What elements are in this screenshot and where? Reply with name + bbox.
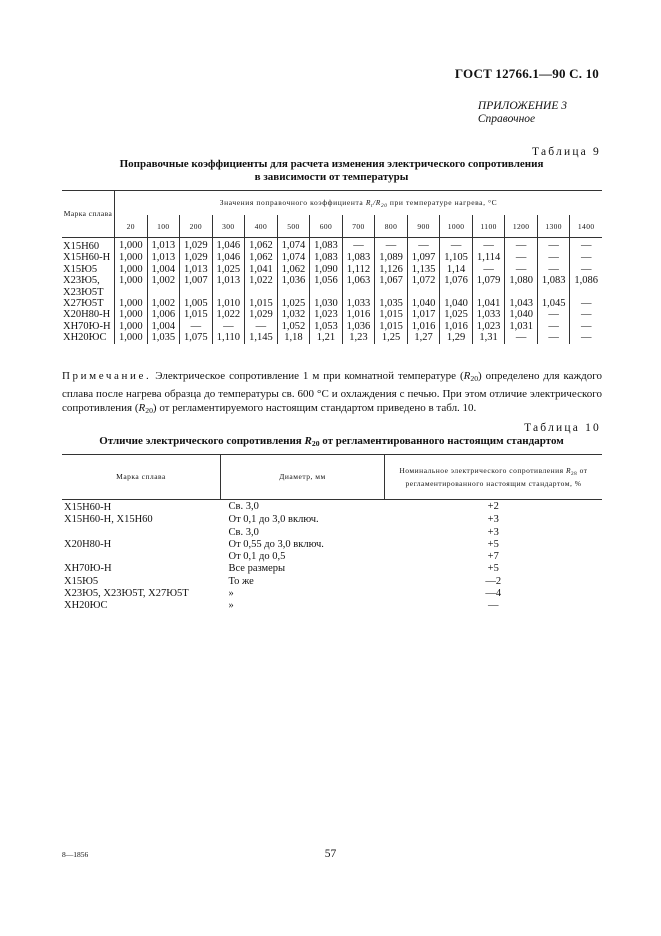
coefficient-cell: 1,002 <box>147 275 180 286</box>
coefficient-cell: 1,046 <box>212 252 245 263</box>
coefficient-cell: 1,27 <box>407 332 440 343</box>
coefficient-cell: — <box>570 298 602 309</box>
table-row <box>62 539 602 551</box>
coefficient-cell: 1,013 <box>212 275 245 286</box>
coefficient-cell: — <box>570 332 602 343</box>
coefficient-cell: 1,25 <box>375 332 408 343</box>
coefficient-cell: 1,21 <box>310 332 343 343</box>
coefficient-cell <box>407 287 440 298</box>
coefficient-cell: — <box>537 309 570 320</box>
coefficient-cell <box>180 287 213 298</box>
col-group-pre: Значения поправочного коэффициента <box>219 197 364 207</box>
coefficient-cell <box>375 287 408 298</box>
coefficient-cell: 1,023 <box>310 309 343 320</box>
table9-title <box>60 158 603 184</box>
coefficient-cell: 1,000 <box>115 252 148 263</box>
coefficient-cell: 1,14 <box>440 264 473 275</box>
coefficient-cell: 1,052 <box>277 321 310 332</box>
table-row <box>62 500 602 515</box>
coefficient-cell: — <box>537 238 570 253</box>
coefficient-cell: — <box>537 332 570 343</box>
coefficient-cell: 1,110 <box>212 332 245 343</box>
coefficient-cell: 1,083 <box>537 275 570 286</box>
sym-r2: R <box>375 197 381 207</box>
coefficient-cell: 1,046 <box>212 238 245 253</box>
coefficient-cell <box>245 287 278 298</box>
temp-header: 300 <box>212 215 245 238</box>
coefficient-cell: 1,074 <box>277 238 310 253</box>
coefficient-cell: — <box>537 264 570 275</box>
t10-value-cell: —2 <box>485 575 502 587</box>
t10-col-diam: Диаметр, мм <box>221 455 385 500</box>
coefficient-cell: — <box>570 238 602 253</box>
table-row <box>62 600 602 612</box>
t10-mark-cell: ХН20ЮС <box>64 600 108 612</box>
coefficient-cell: 1,029 <box>180 252 213 263</box>
alloy-mark: Х27Ю5Т <box>63 298 104 310</box>
t10-value-cell: —4 <box>485 588 502 600</box>
t10-diam-cell: От 0,1 до 3,0 включ. <box>228 514 319 526</box>
temp-header: 1300 <box>537 215 570 238</box>
sym-slash: / <box>373 197 376 207</box>
resistance-deviation-table <box>62 454 602 613</box>
t10-value-cell: +5 <box>487 563 499 575</box>
coefficient-cell: — <box>212 321 245 332</box>
temp-header: 200 <box>180 215 213 238</box>
coefficient-cell: 1,030 <box>310 298 343 309</box>
coefficient-cell: 1,004 <box>147 264 180 275</box>
note-text-b: ) определено для каждого сплава после нагрева образца до температуры св. 600 °С и охлаждения с печью. При этом отличие электрического сопротивления ( <box>62 370 603 415</box>
coefficient-cell <box>537 287 570 298</box>
table-row <box>62 275 602 286</box>
table10-title-pre: Отличие электрического сопротивления <box>99 435 302 447</box>
print-mark: 8—1856 <box>62 850 89 859</box>
coefficient-cell: — <box>342 238 375 253</box>
sym-t: t <box>371 202 374 209</box>
temperature-header-row <box>62 215 602 238</box>
coefficient-cell: 1,015 <box>375 309 408 320</box>
t10-value-cell: +2 <box>487 501 499 512</box>
coefficient-cell: 1,23 <box>342 332 375 343</box>
temp-header: 1200 <box>505 215 538 238</box>
table-row <box>62 332 602 343</box>
table9-body <box>62 238 602 344</box>
table-row <box>62 264 602 275</box>
note-sym-20b: 20 <box>145 406 153 416</box>
coefficient-cell: 1,063 <box>342 275 375 286</box>
col-group-header <box>115 191 603 216</box>
coefficient-cell: 1,105 <box>440 252 473 263</box>
t10-mark-cell: Х20Н80-Н <box>64 538 112 550</box>
table-row <box>62 551 602 563</box>
coefficient-cell: 1,033 <box>342 298 375 309</box>
table-row <box>62 287 602 298</box>
coefficient-cell: 1,004 <box>147 321 180 332</box>
coefficient-cell: — <box>407 238 440 253</box>
coefficient-cell: 1,112 <box>342 264 375 275</box>
alloy-mark: Х15Н60 <box>63 241 100 252</box>
coefficient-cell: 1,062 <box>245 238 278 253</box>
coefficient-cell: 1,022 <box>245 275 278 286</box>
temp-header: 800 <box>375 215 408 238</box>
coefficient-cell: 1,000 <box>115 275 148 286</box>
coefficient-cell: 1,126 <box>375 264 408 275</box>
coefficient-cell: 1,090 <box>310 264 343 275</box>
coefficient-cell: 1,043 <box>505 298 538 309</box>
temp-header: 100 <box>147 215 180 238</box>
coefficient-cell: 1,022 <box>212 309 245 320</box>
coefficient-cell: 1,056 <box>310 275 343 286</box>
t10-mark-cell: ХН70Ю-Н <box>64 563 112 575</box>
coefficient-cell: 1,053 <box>310 321 343 332</box>
coefficient-cell: 1,000 <box>115 264 148 275</box>
temp-header: 700 <box>342 215 375 238</box>
coefficient-cell: 1,067 <box>375 275 408 286</box>
table-row <box>62 576 602 588</box>
note-label: Примечание. <box>62 370 152 382</box>
coefficient-cell: — <box>505 264 538 275</box>
note-sym-20a: 20 <box>470 374 479 383</box>
coefficient-cell: 1,040 <box>440 298 473 309</box>
coefficient-cell: 1,036 <box>277 275 310 286</box>
coefficient-cell: — <box>537 321 570 332</box>
temp-header: 1000 <box>440 215 473 238</box>
coefficient-cell: — <box>245 321 278 332</box>
coefficient-cell: 1,023 <box>472 321 505 332</box>
t10-mark-cell: Х15Н60-Н <box>64 502 112 513</box>
page-number: 57 <box>324 848 337 860</box>
alloy-mark: ХН70Ю-Н <box>63 320 111 332</box>
coefficient-cell: — <box>472 264 505 275</box>
coefficient-cell: 1,036 <box>342 321 375 332</box>
table-row <box>62 563 602 575</box>
coefficient-cell <box>310 287 343 298</box>
coefficient-cell: 1,145 <box>245 332 278 343</box>
coefficient-cell: 1,045 <box>537 298 570 309</box>
coefficient-cell: 1,083 <box>342 252 375 263</box>
t10-value-cell: +3 <box>487 526 499 538</box>
coefficient-cell: 1,31 <box>472 332 505 343</box>
table10-body <box>62 500 602 613</box>
table9-title-line1: Поправочные коэффициенты для расчета изменения электрического сопротивления <box>119 158 544 170</box>
coefficient-cell: 1,010 <box>212 298 245 309</box>
coefficient-cell <box>115 287 148 298</box>
coefficient-cell: 1,062 <box>245 252 278 263</box>
coefficient-cell <box>505 287 538 298</box>
table-row <box>62 298 602 309</box>
coefficient-cell: 1,005 <box>180 298 213 309</box>
table-row <box>62 309 602 320</box>
col-mark-header: Марка сплава <box>62 191 115 238</box>
coefficient-cell: 1,016 <box>342 309 375 320</box>
t10-col-res-b: от регламентированного настоящим стандартом, % <box>405 465 588 488</box>
note-text-c: ) от регламентируемого настоящим стандартом приведено в табл. 10. <box>152 402 477 415</box>
coefficient-cell: — <box>570 264 602 275</box>
t10-diam-cell: Все размеры <box>228 563 286 575</box>
document-header: ГОСТ 12766.1—90 С. 10 <box>454 66 599 81</box>
coefficient-cell: 1,033 <box>472 309 505 320</box>
coefficient-cell: 1,083 <box>310 238 343 253</box>
correction-coefficients-table <box>62 190 602 344</box>
appendix-subtitle: Справочное <box>477 113 536 125</box>
coefficient-cell: 1,031 <box>505 321 538 332</box>
coefficient-cell: 1,040 <box>505 309 538 320</box>
coefficient-cell: 1,013 <box>147 252 180 263</box>
table-row <box>62 321 602 332</box>
t10-col-res <box>385 455 603 500</box>
coefficient-cell <box>472 287 505 298</box>
appendix-title: ПРИЛОЖЕНИЕ 3 <box>477 100 567 112</box>
t10-sym-r: R <box>304 435 312 447</box>
coefficient-cell: 1,013 <box>147 238 180 253</box>
coefficient-cell: 1,041 <box>472 298 505 309</box>
t10-mark-cell: Х15Н60-Н, Х15Н60 <box>64 514 153 526</box>
sym-r1: R <box>365 197 372 207</box>
alloy-mark: Х15Ю5 <box>63 263 98 275</box>
coefficient-cell: 1,032 <box>277 309 310 320</box>
alloy-mark: Х15Н60-Н <box>63 252 111 264</box>
coefficient-cell: — <box>570 309 602 320</box>
coefficient-cell <box>570 287 602 298</box>
t10-value-cell: — <box>488 600 499 612</box>
note-text-a: Электрическое сопротивление 1 м при комнатной температуре ( <box>151 370 464 382</box>
coefficient-cell: 1,040 <box>407 298 440 309</box>
alloy-mark: Х23Ю5Т <box>63 286 104 298</box>
alloy-mark: Х23Ю5, <box>63 275 100 287</box>
coefficient-cell: — <box>537 252 570 263</box>
coefficient-cell: 1,013 <box>180 264 213 275</box>
table10-title <box>60 435 603 450</box>
coefficient-cell: 1,083 <box>310 252 343 263</box>
coefficient-cell: 1,097 <box>407 252 440 263</box>
coefficient-cell <box>277 287 310 298</box>
temp-header: 400 <box>245 215 278 238</box>
t10-col-res-a: Номинальное электрического сопротивления <box>399 465 564 475</box>
coefficient-cell: 1,007 <box>180 275 213 286</box>
coefficient-cell: 1,035 <box>147 332 180 343</box>
table-row <box>62 527 602 539</box>
t10-sym-20: 20 <box>311 439 320 448</box>
coefficient-cell: 1,015 <box>180 309 213 320</box>
sym-20: 20 <box>380 202 388 209</box>
coefficient-cell: 1,015 <box>245 298 278 309</box>
temp-header: 500 <box>277 215 310 238</box>
coefficient-cell: 1,041 <box>245 264 278 275</box>
coefficient-cell: 1,000 <box>115 309 148 320</box>
table10-title-post: от регламентированного настоящим стандартом <box>322 435 564 447</box>
note-sym-r1: R <box>463 370 471 382</box>
coefficient-cell: — <box>180 321 213 332</box>
coefficient-cell: 1,017 <box>407 309 440 320</box>
coefficient-cell: 1,002 <box>147 298 180 309</box>
coefficient-cell: 1,000 <box>115 332 148 343</box>
coefficient-cell: 1,016 <box>407 321 440 332</box>
t10-diam-cell: От 0,55 до 3,0 включ. <box>228 538 324 550</box>
table-row <box>62 588 602 600</box>
temp-header: 1100 <box>472 215 505 238</box>
coefficient-cell: 1,075 <box>180 332 213 343</box>
alloy-mark: Х20Н80-Н <box>63 309 111 321</box>
t10-diam-cell: » <box>228 600 234 612</box>
coefficient-cell: 1,029 <box>180 238 213 253</box>
table-row <box>62 238 602 253</box>
t10-col-mark: Марка сплава <box>116 472 166 481</box>
coefficient-cell: — <box>440 238 473 253</box>
t10-value-cell: +5 <box>487 538 499 550</box>
coefficient-cell: 1,016 <box>440 321 473 332</box>
coefficient-cell: 1,086 <box>570 275 602 286</box>
coefficient-cell: 1,029 <box>245 309 278 320</box>
note-sym-r2: R <box>138 402 146 415</box>
coefficient-cell: 1,006 <box>147 309 180 320</box>
coefficient-cell: — <box>505 252 538 263</box>
coefficient-cell <box>212 287 245 298</box>
temp-header: 20 <box>115 215 148 238</box>
t10-value-cell: +7 <box>487 551 499 563</box>
appendix-block <box>478 100 567 126</box>
temp-header: 1400 <box>570 215 602 238</box>
coefficient-cell: 1,135 <box>407 264 440 275</box>
coefficient-cell: 1,18 <box>277 332 310 343</box>
table9-note <box>62 369 602 419</box>
coefficient-cell: 1,080 <box>505 275 538 286</box>
coefficient-cell: 1,072 <box>407 275 440 286</box>
table10-label: Таблица 10 <box>524 422 601 434</box>
coefficient-cell: 1,000 <box>115 298 148 309</box>
t10-value-cell: +3 <box>487 514 499 526</box>
coefficient-cell: 1,035 <box>375 298 408 309</box>
table9-title-line2: в зависимости от температуры <box>254 171 409 183</box>
coefficient-cell: — <box>570 252 602 263</box>
t10-diam-cell: Св. 3,0 <box>228 501 259 512</box>
t10-col-sym-r: R <box>565 465 572 475</box>
t10-col-sym-28: 28 <box>571 470 578 477</box>
coefficient-cell: 1,025 <box>212 264 245 275</box>
coefficient-cell <box>440 287 473 298</box>
alloy-mark: ХН20ЮС <box>63 332 107 344</box>
t10-mark-cell <box>62 551 221 563</box>
coefficient-cell: 1,015 <box>375 321 408 332</box>
t10-mark-cell <box>62 527 221 539</box>
coefficient-cell: — <box>472 238 505 253</box>
table-row <box>62 514 602 526</box>
coefficient-cell: 1,089 <box>375 252 408 263</box>
coefficient-cell: — <box>505 332 538 343</box>
table-row <box>62 252 602 263</box>
coefficient-cell <box>147 287 180 298</box>
coefficient-cell: — <box>505 238 538 253</box>
coefficient-cell: 1,29 <box>440 332 473 343</box>
coefficient-cell: 1,025 <box>440 309 473 320</box>
coefficient-cell: 1,025 <box>277 298 310 309</box>
col-group-post: при температуре нагрева, °С <box>389 197 498 207</box>
coefficient-cell: — <box>375 238 408 253</box>
coefficient-cell: 1,076 <box>440 275 473 286</box>
coefficient-cell: 1,000 <box>115 321 148 332</box>
t10-mark-cell: Х15Ю5 <box>64 575 99 587</box>
t10-diam-cell: » <box>228 588 234 600</box>
coefficient-cell: 1,074 <box>277 252 310 263</box>
t10-diam-cell: Св. 3,0 <box>228 526 259 538</box>
coefficient-cell: 1,114 <box>472 252 505 263</box>
temp-header: 900 <box>407 215 440 238</box>
temp-header: 600 <box>310 215 343 238</box>
coefficient-cell: 1,079 <box>472 275 505 286</box>
coefficient-cell: — <box>570 321 602 332</box>
coefficient-cell: 1,062 <box>277 264 310 275</box>
t10-mark-cell: Х23Ю5, Х23Ю5Т, Х27Ю5Т <box>64 588 189 600</box>
coefficient-cell <box>342 287 375 298</box>
t10-diam-cell: То же <box>228 575 254 587</box>
t10-diam-cell: От 0,1 до 0,5 <box>228 551 286 563</box>
table9-label: Таблица 9 <box>532 146 601 158</box>
coefficient-cell: 1,000 <box>115 238 148 253</box>
